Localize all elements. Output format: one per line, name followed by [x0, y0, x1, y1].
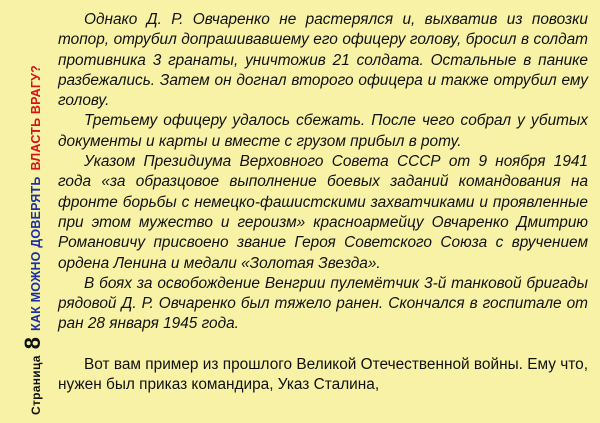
page-sidebar	[0, 0, 44, 423]
document-title-part1: КАК МОЖНО ДОВЕРЯТЬ	[29, 176, 43, 331]
paragraph-1: Однако Д. Р. Овчаренко не растерялся и, выхватив из повозки топор, отрубил допрашивавшему его офицеру голову, бросил в солдат противника 3 гранаты, уничтожив 21 солдата. Остальные в панике разбежались. Затем он догнал второго офицера и также отрубил ему голову.	[58, 11, 588, 110]
page-number: 8	[20, 336, 45, 350]
paragraph-2: Третьему офицеру удалось сбежать. После чего собрал у убитых документы и карты и вместе с грузом прибыл в роту.	[58, 112, 588, 150]
page-label: Страница	[29, 355, 43, 415]
document-title-part2: ВЛАСТЬ ВРАГУ?	[29, 65, 43, 171]
paragraph-3: Указом Президиума Верховного Совета СССР от 9 ноября 1941 года «за образцовое выполнение боевых заданий командования на фронте борьбы с немецко-фашистскими захватчиками и проявленные при этом мужество и героизм» красноармейцу Овчаренко Дмитрию Романовичу присвоено звание Героя Советского Союза с вручением ордена Ленина и медали «Золотая Звезда».	[58, 153, 588, 272]
paragraph-5: Вот вам пример из прошлого Великой Отечественной войны. Ему что, нужен был приказ командира, Указ Сталина,	[58, 355, 588, 394]
body-text	[58, 10, 588, 395]
paragraph-4: В боях за освобождение Венгрии пулемётчик 3-й танковой бригады рядовой Д. Р. Овчаренко был тяжело ранен. Скончался в госпитале от ран 28 января 1945 года.	[58, 274, 588, 333]
vertical-header	[22, 65, 44, 415]
